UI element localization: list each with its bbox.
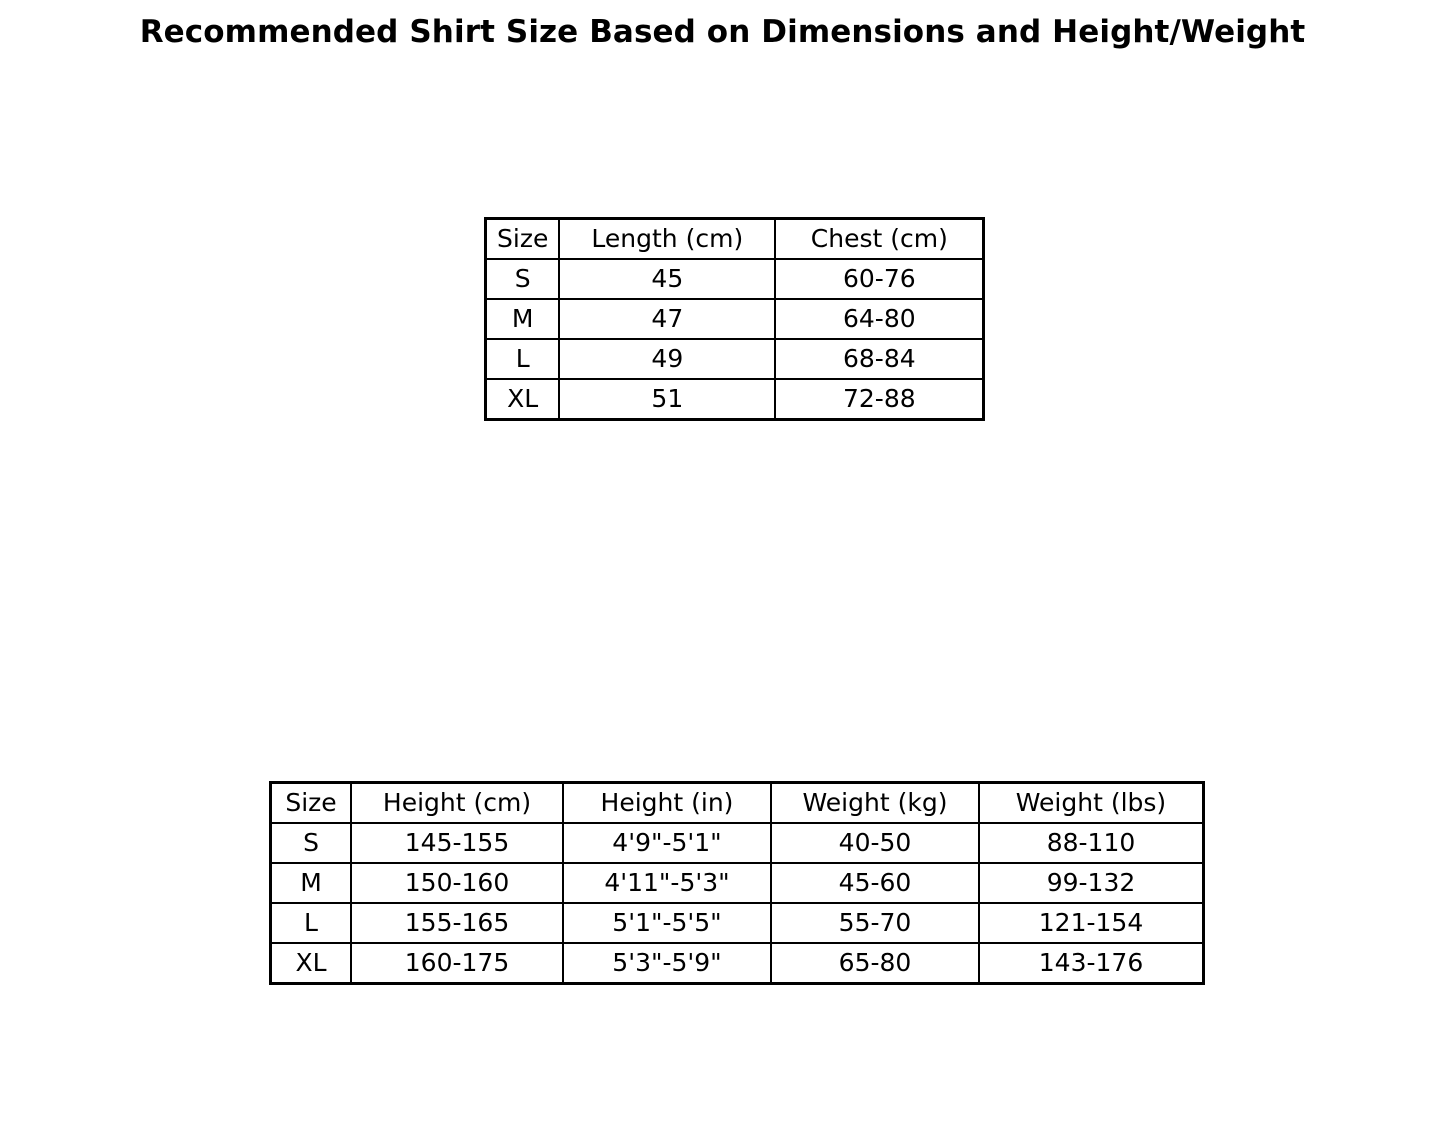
cell-length-cm: 47 <box>559 299 775 339</box>
cell-height-in: 5'3"-5'9" <box>563 943 771 984</box>
cell-weight-lbs: 143-176 <box>979 943 1204 984</box>
cell-size: S <box>486 259 560 299</box>
cell-size: XL <box>271 943 352 984</box>
cell-height-cm: 160-175 <box>351 943 563 984</box>
cell-size: L <box>271 903 352 943</box>
cell-size: M <box>486 299 560 339</box>
cell-length-cm: 49 <box>559 339 775 379</box>
column-header-length-cm: Length (cm) <box>559 219 775 260</box>
cell-weight-lbs: 99-132 <box>979 863 1204 903</box>
cell-chest-cm: 72-88 <box>775 379 984 420</box>
column-header-size: Size <box>271 783 352 824</box>
table-row <box>271 823 1204 863</box>
shirt-dimensions-table <box>484 217 985 421</box>
table-row <box>271 903 1204 943</box>
cell-weight-lbs: 88-110 <box>979 823 1204 863</box>
column-header-weight-lbs: Weight (lbs) <box>979 783 1204 824</box>
column-header-chest-cm: Chest (cm) <box>775 219 984 260</box>
cell-height-in: 5'1"-5'5" <box>563 903 771 943</box>
table-header-row <box>271 783 1204 824</box>
cell-length-cm: 45 <box>559 259 775 299</box>
cell-height-cm: 145-155 <box>351 823 563 863</box>
cell-weight-kg: 40-50 <box>771 823 979 863</box>
table-row <box>486 339 984 379</box>
height-weight-table <box>269 781 1205 985</box>
table-row <box>271 943 1204 984</box>
cell-height-in: 4'9"-5'1" <box>563 823 771 863</box>
column-header-height-in: Height (in) <box>563 783 771 824</box>
cell-length-cm: 51 <box>559 379 775 420</box>
table-row <box>486 299 984 339</box>
page-title: Recommended Shirt Size Based on Dimensions and Height/Weight <box>139 14 1306 50</box>
cell-chest-cm: 64-80 <box>775 299 984 339</box>
cell-size: L <box>486 339 560 379</box>
cell-height-in: 4'11"-5'3" <box>563 863 771 903</box>
column-header-height-cm: Height (cm) <box>351 783 563 824</box>
cell-chest-cm: 60-76 <box>775 259 984 299</box>
cell-chest-cm: 68-84 <box>775 339 984 379</box>
cell-weight-lbs: 121-154 <box>979 903 1204 943</box>
table-row <box>271 863 1204 903</box>
table-header-row <box>486 219 984 260</box>
cell-size: XL <box>486 379 560 420</box>
cell-size: M <box>271 863 352 903</box>
cell-height-cm: 150-160 <box>351 863 563 903</box>
cell-size: S <box>271 823 352 863</box>
table-row <box>486 259 984 299</box>
cell-weight-kg: 45-60 <box>771 863 979 903</box>
cell-weight-kg: 65-80 <box>771 943 979 984</box>
cell-weight-kg: 55-70 <box>771 903 979 943</box>
cell-height-cm: 155-165 <box>351 903 563 943</box>
column-header-size: Size <box>486 219 560 260</box>
column-header-weight-kg: Weight (kg) <box>771 783 979 824</box>
table-row <box>486 379 984 420</box>
